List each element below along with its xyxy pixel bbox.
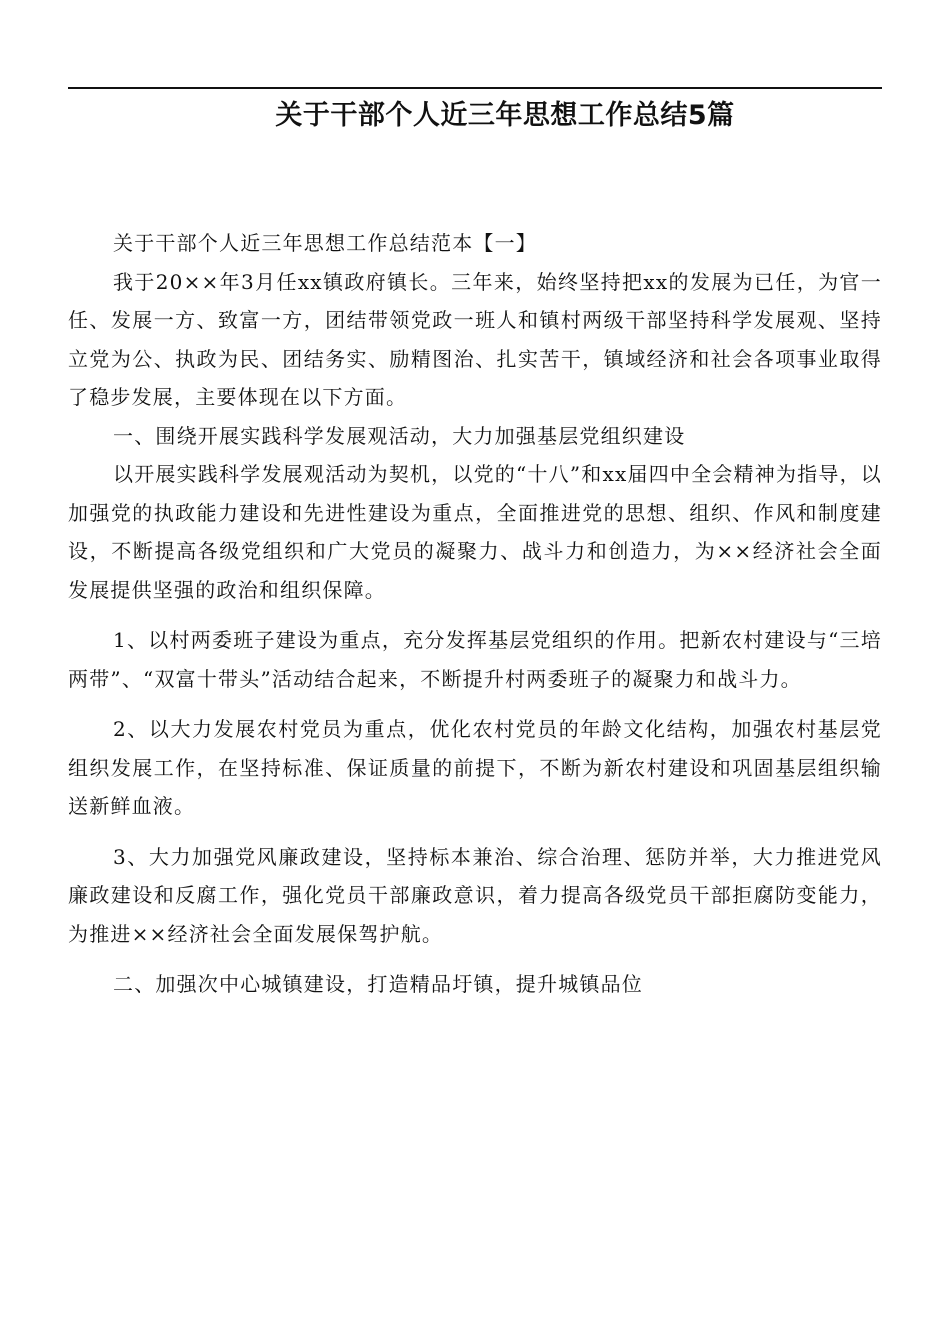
paragraph-item-3: 3、大力加强党风廉政建设，坚持标本兼治、综合治理、惩防并举，大力推进党风廉政建设和反腐工作，强化党员干部廉政意识，着力提高各级党员干部拒腐防变能力，为推进××经济社会全面发展保驾护航。	[68, 844, 882, 946]
paragraph-section-two: 二、加强次中心城镇建设，打造精品圩镇，提升城镇品位	[113, 972, 643, 996]
header-rule	[68, 87, 882, 89]
paragraph-intro: 我于20××年3月任xx镇政府镇长。三年来，始终坚持把xx的发展为已任，为官一任、发展一方、致富一方，团结带领党政一班人和镇村两级干部坚持科学发展观、坚持立党为公、执政为民、团结务实、励精图治、扎实苦干，镇域经济和社会各项事业取得了稳步发展，主要体现在以下方面。	[68, 269, 882, 409]
paragraph-item-2: 2、以大力发展农村党员为重点，优化农村党员的年龄文化结构，加强农村基层党组织发展工作，在坚持标准、保证质量的前提下，不断为新农村建设和巩固基层组织输送新鲜血液。	[68, 717, 882, 818]
document-body	[68, 224, 882, 1004]
paragraph-section-one-body: 以开展实践科学发展观活动为契机，以党的“十八”和xx届四中全会精神为指导，以加强党的执政能力建设和先进性建设为重点，全面推进党的思想、组织、作风和制度建设，不断提高各级党组织和广大党员的凝聚力、战斗力和创造力，为××经济社会全面发展提供坚强的政治和组织保障。	[68, 462, 882, 602]
paragraph-section-one: 一、围绕开展实践科学发展观活动，大力加强基层党组织建设	[113, 423, 686, 448]
paragraph-item-1: 1、以村两委班子建设为重点，充分发挥基层党组织的作用。把新农村建设与“三培两带”、“双富十带头”活动结合起来，不断提升村两委班子的凝聚力和战斗力。	[68, 628, 882, 691]
document-title: 关于干部个人近三年思想工作总结5篇	[275, 100, 735, 131]
paragraph-heading-one: 关于干部个人近三年思想工作总结范本【一】	[113, 231, 537, 255]
